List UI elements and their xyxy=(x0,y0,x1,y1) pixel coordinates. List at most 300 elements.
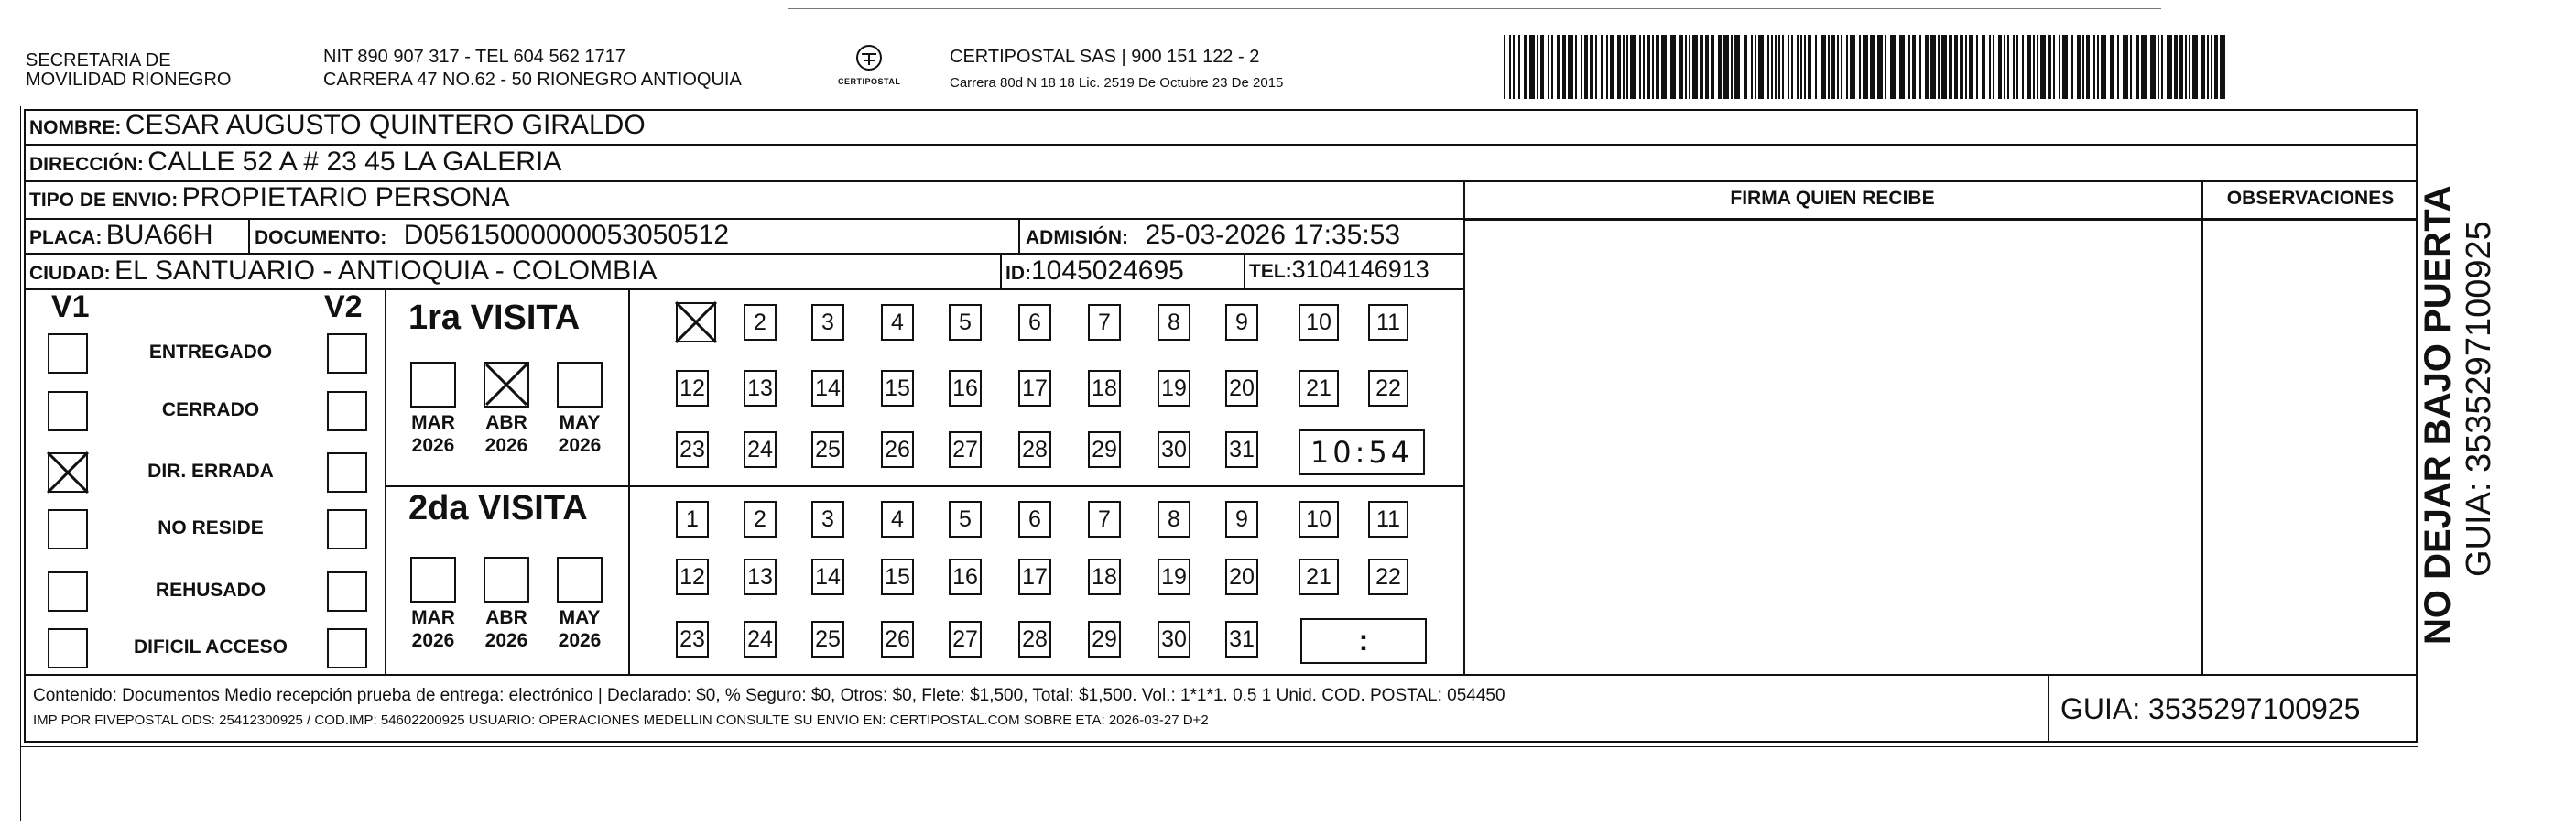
status-label: DIR. ERRADA xyxy=(147,461,274,482)
barcode-bar xyxy=(1751,35,1753,99)
day-box-9[interactable]: 9 xyxy=(1225,501,1258,538)
status-label: ENTREGADO xyxy=(148,342,273,363)
barcode-bar xyxy=(1606,35,1608,99)
barcode-bar xyxy=(1941,35,1947,99)
barcode-bar xyxy=(2077,35,2081,99)
barcode-bar xyxy=(1656,35,1659,99)
day-box-14[interactable]: 14 xyxy=(811,370,844,407)
day-box-23[interactable]: 23 xyxy=(676,431,709,468)
barcode-bar xyxy=(2048,35,2051,99)
barcode-bar xyxy=(1568,35,1573,99)
barcode-bar xyxy=(1954,35,1958,99)
barcode-bar xyxy=(1711,35,1714,99)
barcode-bar xyxy=(2207,35,2209,99)
day-box-16[interactable]: 16 xyxy=(949,559,982,595)
month-name: MAR xyxy=(411,607,455,628)
status-label: DIFICIL ACCESO xyxy=(133,636,288,658)
barcode-bar xyxy=(1976,35,1978,99)
day-box-6[interactable]: 6 xyxy=(1018,304,1051,341)
day-box-24[interactable]: 24 xyxy=(744,431,777,468)
barcode-bar xyxy=(1590,35,1593,99)
barcode-bar xyxy=(1771,35,1773,99)
month-checkbox-mar[interactable] xyxy=(410,362,456,408)
signature-left-divider xyxy=(1463,180,1465,674)
plate-field xyxy=(29,220,213,251)
barcode-bar xyxy=(1800,35,1802,99)
document-field xyxy=(255,220,729,251)
day-box-19[interactable]: 19 xyxy=(1158,370,1190,407)
day-box-8[interactable]: 8 xyxy=(1158,501,1190,538)
barcode-bar xyxy=(1925,35,1929,99)
v1-checkbox[interactable] xyxy=(48,452,88,493)
tel-divider xyxy=(1244,253,1245,288)
month-name: MAY xyxy=(559,607,601,628)
barcode-bar xyxy=(1692,35,1698,99)
certipostal-logo xyxy=(836,42,902,93)
day-box-18[interactable]: 18 xyxy=(1088,559,1121,595)
barcode-bar xyxy=(1758,35,1764,99)
barcode-bar xyxy=(1647,35,1650,99)
barcode-bar xyxy=(1998,35,2002,99)
barcode-bar xyxy=(1529,35,1535,99)
sender-nit: NIT 890 907 317 - TEL 604 562 1717 xyxy=(323,47,625,67)
barcode-bar xyxy=(2027,35,2031,99)
barcode-bar xyxy=(1841,35,1842,99)
day-box-1[interactable] xyxy=(676,302,716,342)
barcode-bar xyxy=(1548,35,1549,99)
day-box-23[interactable]: 23 xyxy=(676,621,709,658)
id-field xyxy=(1005,255,1184,287)
barcode-bar xyxy=(1518,35,1520,99)
day-box-16[interactable]: 16 xyxy=(949,370,982,407)
barcode-bar xyxy=(2161,35,2163,99)
day-box-12[interactable]: 12 xyxy=(676,559,709,595)
name-value: CESAR AUGUSTO QUINTERO GIRALDO xyxy=(125,110,646,140)
barcode-bar xyxy=(2179,35,2183,99)
barcode-bar xyxy=(1623,35,1625,99)
barcode-bar xyxy=(1778,35,1780,99)
barcode-bar xyxy=(2189,35,2190,99)
barcode-bar xyxy=(1890,35,1896,99)
barcode-bar xyxy=(1788,35,1789,99)
city-value: EL SANTUARIO - ANTIOQUIA - COLOMBIA xyxy=(114,255,658,286)
month-label xyxy=(406,411,461,457)
barcode xyxy=(1504,35,2229,99)
day-box-15[interactable]: 15 xyxy=(881,559,914,595)
admission-value: 25-03-2026 17:35:53 xyxy=(1145,220,1401,250)
barcode-bar xyxy=(1989,35,1991,99)
day-box-9[interactable]: 9 xyxy=(1225,304,1258,341)
barcode-bar xyxy=(2136,35,2139,99)
barcode-bar xyxy=(1919,35,1921,99)
v2-checkbox[interactable] xyxy=(327,391,367,431)
months-divider xyxy=(628,288,630,674)
day-box-17[interactable]: 17 xyxy=(1018,370,1051,407)
barcode-bar xyxy=(2117,35,2119,99)
barcode-bar xyxy=(1791,35,1793,99)
day-box-27[interactable]: 27 xyxy=(949,431,982,468)
barcode-bar xyxy=(2007,35,2009,99)
barcode-bar xyxy=(1969,35,1973,99)
barcode-bar xyxy=(1908,35,1910,99)
row-divider-1 xyxy=(24,144,2418,146)
id-value: 1045024695 xyxy=(1031,255,1184,286)
month-year: 2026 xyxy=(484,435,528,456)
month-label xyxy=(552,411,607,457)
visit1-title: 1ra VISITA xyxy=(408,299,581,337)
month-checkbox-abr[interactable] xyxy=(484,557,529,603)
id-label: ID: xyxy=(1005,263,1031,284)
row-divider-5 xyxy=(24,288,1463,290)
address-value: CALLE 52 A # 23 45 LA GALERIA xyxy=(147,147,562,177)
barcode-bar xyxy=(1863,35,1868,99)
barcode-bar xyxy=(1630,35,1636,99)
barcode-bar xyxy=(1965,35,1967,99)
month-year: 2026 xyxy=(558,630,602,651)
v1-checkbox[interactable] xyxy=(48,333,88,374)
barcode-bar xyxy=(2059,35,2060,99)
day-box-21[interactable]: 21 xyxy=(1299,559,1339,595)
v2-checkbox[interactable] xyxy=(327,333,367,374)
barcode-bar xyxy=(2167,35,2172,99)
month-checkbox-abr[interactable] xyxy=(484,362,529,408)
barcode-bar xyxy=(1700,35,1703,99)
day-box-13[interactable]: 13 xyxy=(744,370,777,407)
signature-header: FIRMA QUIEN RECIBE xyxy=(1730,188,1935,209)
day-box-22[interactable]: 22 xyxy=(1368,559,1408,595)
barcode-bar xyxy=(1767,35,1769,99)
barcode-bar xyxy=(2214,35,2218,99)
barcode-bar xyxy=(1723,35,1729,99)
barcode-bar xyxy=(1601,35,1603,99)
barcode-bar xyxy=(1850,35,1855,99)
day-box-26[interactable]: 26 xyxy=(881,431,914,468)
month-year: 2026 xyxy=(558,435,602,456)
day-box-10[interactable]: 10 xyxy=(1299,304,1339,341)
side-guide: GUIA: 3535297100925 xyxy=(2460,221,2498,577)
barcode-bar xyxy=(2150,35,2156,99)
day-box-2[interactable]: 2 xyxy=(744,501,777,538)
day-box-3[interactable]: 3 xyxy=(811,501,844,538)
day-box-19[interactable]: 19 xyxy=(1158,559,1190,595)
tel-label: TEL: xyxy=(1249,261,1292,282)
name-field xyxy=(29,110,646,141)
day-box-5[interactable]: 5 xyxy=(949,501,982,538)
plate-label: PLACA: xyxy=(29,227,103,248)
barcode-bar xyxy=(2016,35,2018,99)
tel-value: 3104146913 xyxy=(1291,255,1429,283)
day-box-30[interactable]: 30 xyxy=(1158,431,1190,468)
barcode-bar xyxy=(2033,35,2035,99)
carrier-name: CERTIPOSTAL SAS | 900 151 122 - 2 xyxy=(950,47,1260,67)
barcode-bar xyxy=(1930,35,1936,99)
name-label: NOMBRE: xyxy=(29,117,122,138)
day-box-13[interactable]: 13 xyxy=(744,559,777,595)
v1-checkbox[interactable] xyxy=(48,628,88,668)
footer-guide: GUIA: 3535297100925 xyxy=(2060,692,2361,725)
admission-divider xyxy=(1018,218,1020,254)
barcode-bar xyxy=(1689,35,1690,99)
barcode-bar xyxy=(1652,35,1654,99)
barcode-bar xyxy=(2082,35,2084,99)
sender-org-line2: MOVILIDAD RIONEGRO xyxy=(26,70,232,90)
barcode-bar xyxy=(2220,35,2225,99)
barcode-bar xyxy=(1993,35,1994,99)
barcode-bar xyxy=(1551,35,1553,99)
barcode-bar xyxy=(2013,35,2015,99)
v2-checkbox[interactable] xyxy=(327,571,367,612)
barcode-bar xyxy=(1584,35,1588,99)
day-box-4[interactable]: 4 xyxy=(881,501,914,538)
footer-contents: Contenido: Documentos Medio recepción prueba de entrega: electrónico | Declarado: $0, % Seguro: $0, Otros: $0, Flete: $1,500, Total: $1,500. Vol.: 1*1*1. 0.5 1 Unid. COD. POSTAL: 054450 xyxy=(33,686,1505,705)
day-box-7[interactable]: 7 xyxy=(1088,304,1121,341)
side-notice: NO DEJAR BAJO PUERTA xyxy=(2418,185,2458,645)
barcode-bar xyxy=(2097,35,2099,99)
barcode-bar xyxy=(1804,35,1806,99)
page-border-left xyxy=(20,106,21,821)
month-name: MAR xyxy=(411,412,455,433)
barcode-bar xyxy=(1828,35,1830,99)
barcode-bar xyxy=(1877,35,1883,99)
plate-value: BUA66H xyxy=(105,220,213,250)
barcode-bar xyxy=(1837,35,1839,99)
tel-field xyxy=(1249,255,1429,284)
barcode-bar xyxy=(1731,35,1733,99)
month-checkbox-may[interactable] xyxy=(557,557,603,603)
barcode-bar xyxy=(1797,35,1799,99)
barcode-bar xyxy=(1859,35,1861,99)
visit1-time[interactable]: 10:54 xyxy=(1299,429,1425,475)
day-box-3[interactable]: 3 xyxy=(811,304,844,341)
day-box-28[interactable]: 28 xyxy=(1018,431,1051,468)
day-box-26[interactable]: 26 xyxy=(881,621,914,658)
barcode-bar xyxy=(1744,35,1747,99)
barcode-bar xyxy=(1610,35,1614,99)
day-box-6[interactable]: 6 xyxy=(1018,501,1051,538)
barcode-bar xyxy=(1938,35,1940,99)
barcode-bar xyxy=(1960,35,1963,99)
barcode-bar xyxy=(1982,35,1985,99)
barcode-bar xyxy=(1504,35,1505,99)
status-label: CERRADO xyxy=(161,399,260,420)
barcode-bar xyxy=(1899,35,1905,99)
barcode-bar xyxy=(1581,35,1582,99)
sender-org-line1: SECRETARIA DE xyxy=(26,50,171,71)
address-field xyxy=(29,147,561,178)
barcode-bar xyxy=(1846,35,1848,99)
barcode-bar xyxy=(1734,35,1740,99)
visit2-title: 2da VISITA xyxy=(408,489,588,527)
barcode-bar xyxy=(1705,35,1709,99)
barcode-bar xyxy=(2158,35,2159,99)
admission-label: ADMISIÓN: xyxy=(1026,227,1128,248)
footer-guide-divider xyxy=(2048,674,2049,743)
barcode-bar xyxy=(1831,35,1835,99)
barcode-bar xyxy=(1912,35,1916,99)
barcode-bar xyxy=(1626,35,1628,99)
day-box-27[interactable]: 27 xyxy=(949,621,982,658)
top-edge-line xyxy=(788,8,2161,9)
month-checkbox-may[interactable] xyxy=(557,362,603,408)
barcode-bar xyxy=(1870,35,1875,99)
day-box-28[interactable]: 28 xyxy=(1018,621,1051,658)
barcode-bar xyxy=(2130,35,2132,99)
barcode-bar xyxy=(1775,35,1777,99)
barcode-bar xyxy=(1815,35,1817,99)
barcode-bar xyxy=(2086,35,2090,99)
barcode-bar xyxy=(1537,35,1538,99)
page-border-bottom xyxy=(20,746,2418,747)
visit-divider xyxy=(385,485,1463,487)
day-box-2[interactable]: 2 xyxy=(744,304,777,341)
barcode-bar xyxy=(1575,35,1577,99)
day-box-4[interactable]: 4 xyxy=(881,304,914,341)
admission-field xyxy=(1026,220,1400,251)
day-box-11[interactable]: 11 xyxy=(1368,304,1408,341)
day-box-31[interactable]: 31 xyxy=(1225,621,1258,658)
month-label xyxy=(406,606,461,652)
barcode-bar xyxy=(1643,35,1645,99)
v2-checkbox[interactable] xyxy=(327,452,367,493)
city-field xyxy=(29,255,657,287)
barcode-bar xyxy=(2185,35,2187,99)
month-label xyxy=(552,606,607,652)
day-box-17[interactable]: 17 xyxy=(1018,559,1051,595)
barcode-bar xyxy=(2062,35,2068,99)
v1-header: V1 xyxy=(51,289,90,324)
plate-divider xyxy=(248,218,250,254)
barcode-bar xyxy=(2211,35,2212,99)
id-divider xyxy=(1000,253,1002,288)
col-header-divider xyxy=(1463,219,2418,221)
day-box-25[interactable]: 25 xyxy=(811,621,844,658)
day-box-15[interactable]: 15 xyxy=(881,370,914,407)
barcode-bar xyxy=(2174,35,2178,99)
row-divider-4 xyxy=(24,253,1463,255)
barcode-bar xyxy=(1685,35,1687,99)
status-divider xyxy=(385,288,386,674)
barcode-bar xyxy=(2040,35,2046,99)
barcode-bar xyxy=(2053,35,2055,99)
barcode-bar xyxy=(1718,35,1722,99)
day-box-30[interactable]: 30 xyxy=(1158,621,1190,658)
city-label: CIUDAD: xyxy=(29,263,111,284)
month-year: 2026 xyxy=(411,435,455,456)
observations-left-divider xyxy=(2201,180,2203,674)
day-box-12[interactable]: 12 xyxy=(676,370,709,407)
day-box-29[interactable]: 29 xyxy=(1088,621,1121,658)
day-box-5[interactable]: 5 xyxy=(949,304,982,341)
month-checkbox-mar[interactable] xyxy=(410,557,456,603)
barcode-bar xyxy=(2123,35,2128,99)
day-box-29[interactable]: 29 xyxy=(1088,431,1121,468)
visit2-time[interactable]: : xyxy=(1300,618,1427,664)
month-year: 2026 xyxy=(484,630,528,651)
month-name: ABR xyxy=(485,607,527,628)
barcode-bar xyxy=(1885,35,1886,99)
barcode-bar xyxy=(2071,35,2073,99)
shipping-type-field xyxy=(29,182,510,213)
month-name: MAY xyxy=(559,412,601,433)
observations-header: OBSERVACIONES xyxy=(2226,188,2395,209)
month-label xyxy=(479,411,534,457)
barcode-bar xyxy=(1524,35,1527,99)
day-box-31[interactable]: 31 xyxy=(1225,431,1258,468)
month-label xyxy=(479,606,534,652)
barcode-bar xyxy=(1755,35,1756,99)
barcode-bar xyxy=(1670,35,1676,99)
month-name: ABR xyxy=(485,412,527,433)
barcode-bar xyxy=(2037,35,2038,99)
day-box-24[interactable]: 24 xyxy=(744,621,777,658)
document-value: D05615000000053050512 xyxy=(403,220,730,250)
day-box-14[interactable]: 14 xyxy=(811,559,844,595)
v2-checkbox[interactable] xyxy=(327,628,367,668)
day-box-21[interactable]: 21 xyxy=(1299,370,1339,407)
day-box-10[interactable]: 10 xyxy=(1299,501,1339,538)
carrier-license: Carrera 80d N 18 18 Lic. 2519 De Octubre 23 De 2015 xyxy=(950,75,1284,91)
barcode-bar xyxy=(1617,35,1621,99)
barcode-bar xyxy=(1661,35,1667,99)
barcode-bar xyxy=(1808,35,1811,99)
v1-checkbox[interactable] xyxy=(48,509,88,549)
barcode-bar xyxy=(2192,35,2198,99)
barcode-bar xyxy=(1595,35,1597,99)
day-box-20[interactable]: 20 xyxy=(1225,559,1258,595)
address-label: DIRECCIÓN: xyxy=(29,154,144,175)
day-box-18[interactable]: 18 xyxy=(1088,370,1121,407)
barcode-bar xyxy=(2093,35,2095,99)
footer-divider xyxy=(24,674,2418,676)
barcode-bar xyxy=(1949,35,1952,99)
barcode-bar xyxy=(1513,35,1515,99)
day-box-11[interactable]: 11 xyxy=(1368,501,1408,538)
barcode-bar xyxy=(2022,35,2024,99)
v2-header: V2 xyxy=(324,289,363,324)
day-box-25[interactable]: 25 xyxy=(811,431,844,468)
barcode-bar xyxy=(1679,35,1683,99)
barcode-bar xyxy=(2141,35,2147,99)
barcode-bar xyxy=(1509,35,1511,99)
barcode-bar xyxy=(1782,35,1784,99)
month-year: 2026 xyxy=(411,630,455,651)
barcode-bar xyxy=(1557,35,1560,99)
sender-address: CARRERA 47 NO.62 - 50 RIONEGRO ANTIOQUIA xyxy=(323,70,742,90)
shipping-type-label: TIPO DE ENVIO: xyxy=(29,190,179,211)
barcode-bar xyxy=(2110,35,2114,99)
day-box-1[interactable]: 1 xyxy=(676,501,709,538)
barcode-bar xyxy=(2101,35,2106,99)
v2-checkbox[interactable] xyxy=(327,509,367,549)
v1-checkbox[interactable] xyxy=(48,571,88,612)
shipping-type-value: PROPIETARIO PERSONA xyxy=(181,182,510,212)
barcode-bar xyxy=(1639,35,1641,99)
barcode-bar xyxy=(2004,35,2005,99)
day-box-8[interactable]: 8 xyxy=(1158,304,1190,341)
barcode-bar xyxy=(1562,35,1566,99)
v1-checkbox[interactable] xyxy=(48,391,88,431)
logo-text: CERTIPOSTAL xyxy=(838,77,901,86)
day-box-22[interactable]: 22 xyxy=(1368,370,1408,407)
barcode-bar xyxy=(1821,35,1826,99)
day-box-7[interactable]: 7 xyxy=(1088,501,1121,538)
status-label: NO RESIDE xyxy=(158,517,264,538)
day-box-20[interactable]: 20 xyxy=(1225,370,1258,407)
document-label: DOCUMENTO: xyxy=(255,227,387,248)
barcode-bar xyxy=(2201,35,2205,99)
footer-imp-line: IMP POR FIVEPOSTAL ODS: 25412300925 / COD.IMP: 54602200925 USUARIO: OPERACIONES MEDELLIN CONSULTE SU ENVIO EN: CERTIPOSTAL.COM SOBRE ETA: 2026-03-27 D+2 xyxy=(33,712,1209,728)
status-label: REHUSADO xyxy=(155,580,266,601)
